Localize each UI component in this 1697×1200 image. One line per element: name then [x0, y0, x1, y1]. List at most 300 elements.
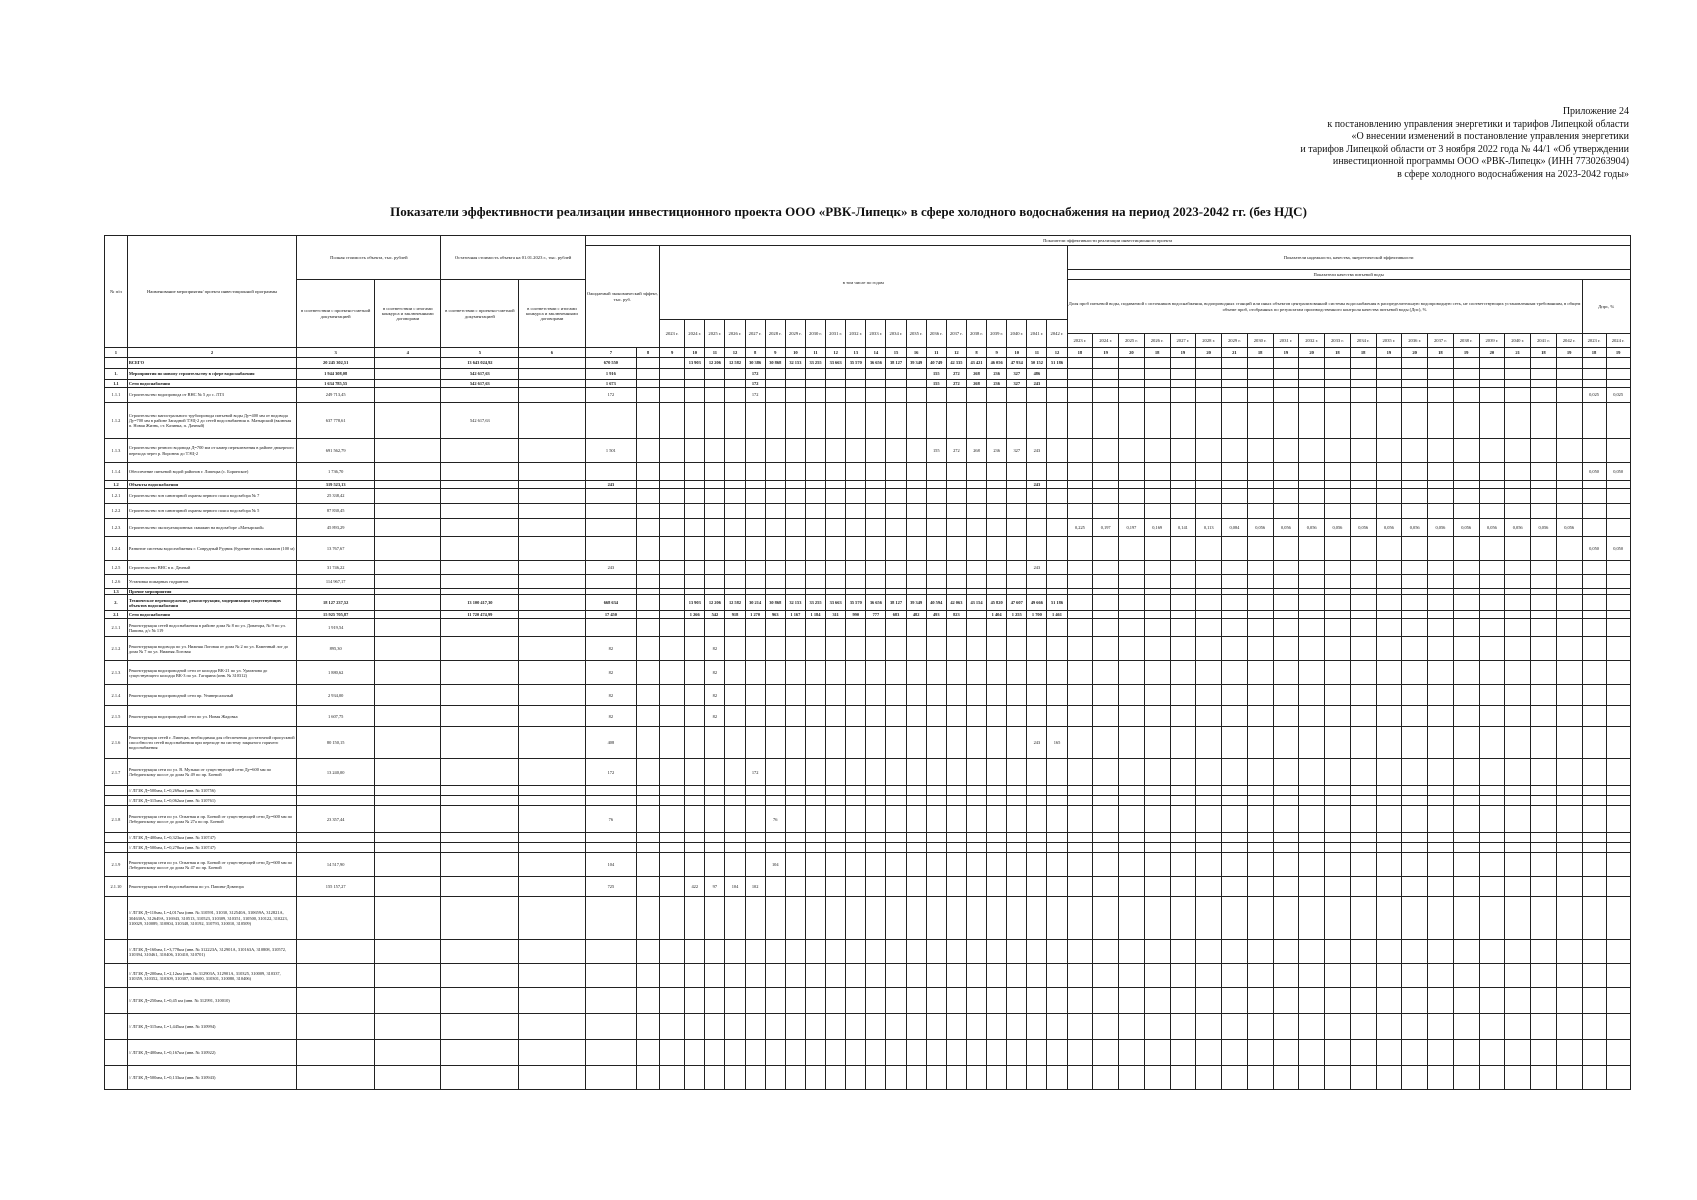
quality-share-value [1402, 786, 1428, 796]
quality-share-value: 0,056 [1505, 519, 1531, 537]
effect-year-value [826, 504, 846, 519]
effect-year-value [785, 964, 805, 988]
row-number [105, 358, 128, 369]
effect-year-value [946, 537, 966, 561]
effect-year-value [826, 637, 846, 661]
quality-share-value [1402, 619, 1428, 637]
effect-year-value [946, 481, 966, 489]
table-row [105, 1066, 1631, 1090]
effect-year-value [946, 727, 966, 759]
effect-year-value [906, 481, 926, 489]
effect-year-value [1007, 489, 1027, 504]
quality-share-value [1402, 833, 1428, 843]
quality-share-value [1144, 685, 1170, 706]
header-year: 2028 г. [765, 320, 785, 348]
effect-year-value [926, 1040, 946, 1066]
effect-year-value: 268 [966, 369, 986, 380]
planned-effect-extra [637, 403, 660, 439]
row-number: 1.1.2 [105, 403, 128, 439]
quality-share-value [1556, 988, 1582, 1014]
effect-year-value [906, 519, 926, 537]
effect-year-value [966, 463, 986, 481]
effect-year-value [725, 439, 745, 463]
row-name: // ЛГЗК Д=110мм, L=4,017км (инв. № 310591, 31030, 312540А, 310659А, 312821А, 304630А, 312649А, 316943, 310513, 310523, 310309, 310351, 310500, 310122, 310223, 310029, 310089, 310804, 310348, 310192, 310793, 310010, 310509) [127, 897, 296, 940]
effect-year-value [826, 706, 846, 727]
residual-cost-design [441, 727, 519, 759]
quality-share-value [1376, 786, 1402, 796]
quality-share-value [1119, 853, 1145, 877]
residual-cost-design: 13 643 024,92 [441, 358, 519, 369]
effect-year-value [826, 796, 846, 806]
column-number: 16 [906, 348, 926, 358]
full-cost-design [297, 843, 375, 853]
effect-year-value [685, 706, 705, 727]
appendix-line: и тарифов Липецкой области от 3 ноября 2022 года № 44/1 «Об утверждении [1300, 143, 1629, 155]
effect-year-value [685, 897, 705, 940]
quality-share-value [1402, 1014, 1428, 1040]
effect-year-value: 311 [826, 611, 846, 619]
effect-year-value [926, 637, 946, 661]
quality-share-value [1119, 380, 1145, 388]
effect-year-value [987, 619, 1007, 637]
effect-year-value [826, 561, 846, 575]
effect-year-value [926, 561, 946, 575]
quality-share-value [1299, 843, 1325, 853]
residual-cost-contracts [519, 1066, 585, 1090]
effect-year-value [866, 504, 886, 519]
quality-share-value [1144, 877, 1170, 897]
effect-year-value: 493 [926, 611, 946, 619]
dp-value [1606, 964, 1630, 988]
header-year: 2037 г. [946, 320, 966, 348]
quality-share-value [1350, 786, 1376, 796]
full-cost-contracts [375, 358, 441, 369]
effect-year-value [785, 637, 805, 661]
effect-year-value [1007, 988, 1027, 1014]
quality-share-value [1325, 1040, 1351, 1066]
column-number: 4 [375, 348, 441, 358]
quality-share-value [1505, 439, 1531, 463]
quality-share-value: 0,056 [1479, 519, 1505, 537]
effect-year-value: 30 386 [745, 358, 765, 369]
effect-year-value [886, 786, 906, 796]
effect-year-value [826, 1014, 846, 1040]
full-cost-contracts [375, 661, 441, 685]
quality-share-value [1376, 988, 1402, 1014]
quality-share-value [1196, 685, 1222, 706]
row-number: 1.1 [105, 380, 128, 388]
quality-share-value [1222, 595, 1248, 611]
effect-year-value [660, 1040, 685, 1066]
effect-year-value [966, 706, 986, 727]
quality-share-value [1479, 833, 1505, 843]
quality-share-value [1325, 796, 1351, 806]
header-year: 2038 г. [966, 320, 986, 348]
quality-share-value [1273, 843, 1299, 853]
quality-share-value [1299, 403, 1325, 439]
effect-year-value: 46 056 [987, 358, 1007, 369]
effect-year-value [987, 403, 1007, 439]
quality-share-value [1067, 897, 1093, 940]
effect-year-value [926, 988, 946, 1014]
effect-year-value [866, 727, 886, 759]
effect-year-value: 43 421 [966, 358, 986, 369]
quality-share-value: 0,056 [1453, 519, 1479, 537]
quality-share-value [1479, 796, 1505, 806]
effect-year-value [765, 403, 785, 439]
effect-year-value [926, 463, 946, 481]
effect-year-value [886, 439, 906, 463]
row-number [105, 796, 128, 806]
effect-year-value [1047, 619, 1067, 637]
quality-share-value [1067, 1014, 1093, 1040]
full-cost-contracts [375, 575, 441, 589]
quality-share-value [1428, 727, 1454, 759]
dp-value [1582, 369, 1606, 380]
quality-share-value [1144, 537, 1170, 561]
effect-year-value [1047, 575, 1067, 589]
effect-year-value [966, 611, 986, 619]
quality-share-value [1299, 685, 1325, 706]
row-number [105, 786, 128, 796]
effect-year-value [705, 833, 725, 843]
row-number [105, 1014, 128, 1040]
effect-year-value [966, 637, 986, 661]
effect-year-value [805, 786, 825, 796]
effect-year-value [966, 619, 986, 637]
effect-year-value [745, 806, 765, 833]
effect-year-value [745, 537, 765, 561]
quality-share-value [1299, 489, 1325, 504]
table-row [105, 988, 1631, 1014]
quality-share-value [1247, 439, 1273, 463]
effect-year-value: 1 700 [1027, 611, 1047, 619]
quality-share-value [1144, 489, 1170, 504]
effect-year-value [660, 637, 685, 661]
quality-share-value [1376, 403, 1402, 439]
quality-share-value [1402, 403, 1428, 439]
quality-share-value [1453, 964, 1479, 988]
residual-cost-contracts [519, 637, 585, 661]
dp-value [1582, 853, 1606, 877]
quality-share-value [1170, 439, 1196, 463]
effect-year-value [886, 843, 906, 853]
effect-year-value [1027, 796, 1047, 806]
effect-year-value: 36 656 [866, 595, 886, 611]
quality-share-value [1067, 439, 1093, 463]
row-name: // ЛГЗК Д=500мм, L=0,133км (инв. № 310943) [127, 1066, 296, 1090]
column-number: 10 [785, 348, 805, 358]
quality-share-value [1531, 1014, 1557, 1040]
quality-share-value [1093, 561, 1119, 575]
quality-share-value [1505, 833, 1531, 843]
quality-share-value [1222, 833, 1248, 843]
table-row [105, 575, 1631, 589]
effect-year-value [966, 489, 986, 504]
effect-year-value [906, 537, 926, 561]
planned-effect-extra [637, 611, 660, 619]
quality-share-value [1325, 843, 1351, 853]
effect-year-value [926, 897, 946, 940]
effect-year-value [926, 537, 946, 561]
effect-year-value [1007, 561, 1027, 575]
effect-year-value: 50 152 [1027, 358, 1047, 369]
quality-share-value [1505, 481, 1531, 489]
quality-share-value [1531, 504, 1557, 519]
quality-share-value [1453, 358, 1479, 369]
quality-share-value [1196, 988, 1222, 1014]
quality-share-value [1170, 463, 1196, 481]
quality-share-value [1067, 504, 1093, 519]
effect-year-value [745, 504, 765, 519]
effect-year-value: 32 153 [785, 358, 805, 369]
quality-share-value [1299, 369, 1325, 380]
planned-effect-extra [637, 727, 660, 759]
residual-cost-contracts [519, 481, 585, 489]
table-row [105, 706, 1631, 727]
effect-year-value [946, 759, 966, 786]
quality-share-value [1376, 685, 1402, 706]
header-quality-year: 2035 г. [1376, 334, 1402, 348]
quality-share-value [1325, 619, 1351, 637]
quality-share-value [1119, 759, 1145, 786]
planned-effect-extra [637, 1040, 660, 1066]
effect-year-value [805, 463, 825, 481]
effect-year-value [987, 463, 1007, 481]
column-number: 11 [805, 348, 825, 358]
quality-share-value [1196, 1040, 1222, 1066]
dp-value [1606, 706, 1630, 727]
column-number: 12 [725, 348, 745, 358]
quality-share-value [1273, 369, 1299, 380]
effect-year-value: 13 903 [685, 358, 705, 369]
header-dp: Дпрс, % [1582, 280, 1630, 334]
planned-effect-extra [637, 369, 660, 380]
header-year: 2032 г. [846, 320, 866, 348]
quality-share-value [1299, 619, 1325, 637]
quality-share-value: 0,056 [1428, 519, 1454, 537]
residual-cost-design: 11 720 474,99 [441, 611, 519, 619]
quality-share-value [1402, 561, 1428, 575]
effect-year-value: 482 [906, 611, 926, 619]
effect-year-value [660, 727, 685, 759]
effect-year-value [1047, 1014, 1067, 1040]
effect-year-value [725, 759, 745, 786]
effect-year-value [966, 537, 986, 561]
quality-share-value [1402, 1040, 1428, 1066]
planned-effect-extra [637, 661, 660, 685]
quality-share-value [1299, 1066, 1325, 1090]
effect-year-value [846, 727, 866, 759]
quality-share-value [1093, 637, 1119, 661]
table-row [105, 403, 1631, 439]
effect-year-value [765, 369, 785, 380]
effect-year-value [826, 843, 846, 853]
quality-share-value [1299, 575, 1325, 589]
quality-share-value [1222, 661, 1248, 685]
effect-year-value: 12 582 [725, 595, 745, 611]
quality-share-value [1119, 439, 1145, 463]
full-cost-design [297, 833, 375, 843]
row-number [105, 1066, 128, 1090]
quality-share-value [1222, 964, 1248, 988]
effect-year-value [805, 940, 825, 964]
effect-year-value [987, 759, 1007, 786]
quality-share-value [1247, 877, 1273, 897]
quality-share-value [1505, 806, 1531, 833]
quality-share-value [1299, 796, 1325, 806]
quality-share-value [1196, 369, 1222, 380]
quality-share-value [1428, 537, 1454, 561]
quality-share-value [1196, 940, 1222, 964]
effect-year-value [1027, 403, 1047, 439]
planned-effect-extra [637, 358, 660, 369]
effect-year-value [846, 685, 866, 706]
effect-year-value [826, 403, 846, 439]
quality-share-value [1428, 439, 1454, 463]
row-name: Реконструкция сети по ул. Опытная и пр. Боевой от существующей сети Ду=600 мм по Лебединскому шоссе до дома № 27а по пр. Боевой [127, 806, 296, 833]
effect-year-value [1047, 796, 1067, 806]
quality-share-value [1093, 380, 1119, 388]
planned-effect-total [585, 988, 637, 1014]
quality-share-value [1067, 843, 1093, 853]
quality-share-value [1247, 619, 1273, 637]
effect-year-value [1007, 619, 1027, 637]
effect-year-value [906, 661, 926, 685]
effect-year-value [946, 853, 966, 877]
full-cost-contracts [375, 380, 441, 388]
row-name: // ЛГЗК Д=500мм, L=0,278км (инв. № 310747) [127, 843, 296, 853]
quality-share-value [1479, 706, 1505, 727]
quality-share-value [1247, 611, 1273, 619]
effect-year-value [745, 1014, 765, 1040]
row-name: // ЛГЗК Д=400мм, L=0,323км (инв. № 310747) [127, 833, 296, 843]
effect-year-value: 683 [886, 611, 906, 619]
effect-year-value [685, 940, 705, 964]
quality-share-value [1196, 637, 1222, 661]
quality-share-value [1479, 759, 1505, 786]
full-cost-design [297, 964, 375, 988]
quality-share-value [1350, 988, 1376, 1014]
quality-share-value [1376, 853, 1402, 877]
effect-year-value [886, 575, 906, 589]
quality-share-value [1453, 619, 1479, 637]
row-number: 2.1.10 [105, 877, 128, 897]
quality-share-value [1556, 595, 1582, 611]
effect-year-value [705, 561, 725, 575]
effect-year-value [660, 806, 685, 833]
effect-year-value [826, 1040, 846, 1066]
effect-year-value [1027, 806, 1047, 833]
quality-share-value [1093, 661, 1119, 685]
effect-year-value [685, 759, 705, 786]
effect-year-value [886, 619, 906, 637]
quality-share-value [1067, 369, 1093, 380]
effect-year-value [785, 489, 805, 504]
planned-effect-extra [637, 786, 660, 796]
column-number: 9 [660, 348, 685, 358]
quality-share-value [1402, 489, 1428, 504]
effect-year-value [987, 685, 1007, 706]
planned-effect-extra [637, 489, 660, 504]
planned-effect-total [585, 786, 637, 796]
full-cost-design: 87 830,45 [297, 504, 375, 519]
quality-share-value [1222, 786, 1248, 796]
header-quality-year: 2041 г. [1531, 334, 1557, 348]
effect-year-value [966, 964, 986, 988]
quality-share-value [1299, 833, 1325, 843]
quality-share-value [1247, 537, 1273, 561]
quality-share-value [1299, 661, 1325, 685]
quality-share-value [1299, 964, 1325, 988]
quality-share-value [1350, 806, 1376, 833]
planned-effect-extra [637, 897, 660, 940]
quality-share-value [1453, 1066, 1479, 1090]
dp-value [1582, 575, 1606, 589]
quality-share-value [1067, 853, 1093, 877]
effect-year-value [725, 537, 745, 561]
quality-share-value [1325, 463, 1351, 481]
effect-year-value [745, 843, 765, 853]
quality-share-value [1222, 358, 1248, 369]
effect-year-value [826, 727, 846, 759]
quality-share-value [1505, 595, 1531, 611]
quality-share-value [1556, 661, 1582, 685]
dp-value [1582, 843, 1606, 853]
effect-year-value [906, 1040, 926, 1066]
full-cost-design: 1 919,54 [297, 619, 375, 637]
quality-share-value [1531, 877, 1557, 897]
effect-year-value [926, 727, 946, 759]
effect-year-value [926, 388, 946, 403]
row-number: 2.1.4 [105, 685, 128, 706]
effect-year-value [785, 1066, 805, 1090]
quality-share-value [1170, 897, 1196, 940]
effect-year-value [886, 964, 906, 988]
effect-year-value [785, 940, 805, 964]
effect-year-value [886, 685, 906, 706]
effect-year-value [1027, 964, 1047, 988]
column-number: 19 [1453, 348, 1479, 358]
quality-share-value [1531, 964, 1557, 988]
effect-year-value [1007, 796, 1027, 806]
effect-year-value [886, 1066, 906, 1090]
effect-year-value [685, 964, 705, 988]
effect-year-value: 33 255 [805, 358, 825, 369]
effect-year-value [906, 940, 926, 964]
quality-share-value [1453, 897, 1479, 940]
header-quality-year: 2036 г. [1402, 334, 1428, 348]
full-cost-contracts [375, 786, 441, 796]
effect-year-value [987, 481, 1007, 489]
quality-share-value [1196, 833, 1222, 843]
quality-share-value [1325, 727, 1351, 759]
quality-share-value [1273, 463, 1299, 481]
quality-share-value [1428, 380, 1454, 388]
effect-year-value [826, 964, 846, 988]
effect-year-value [826, 897, 846, 940]
planned-effect-total [585, 964, 637, 988]
quality-share-value [1144, 759, 1170, 786]
quality-share-value [1093, 843, 1119, 853]
residual-cost-contracts [519, 727, 585, 759]
full-cost-contracts [375, 897, 441, 940]
column-number: 8 [966, 348, 986, 358]
effect-year-value [946, 685, 966, 706]
full-cost-design [297, 940, 375, 964]
effect-year-value [906, 806, 926, 833]
row-number: 2.1.7 [105, 759, 128, 786]
